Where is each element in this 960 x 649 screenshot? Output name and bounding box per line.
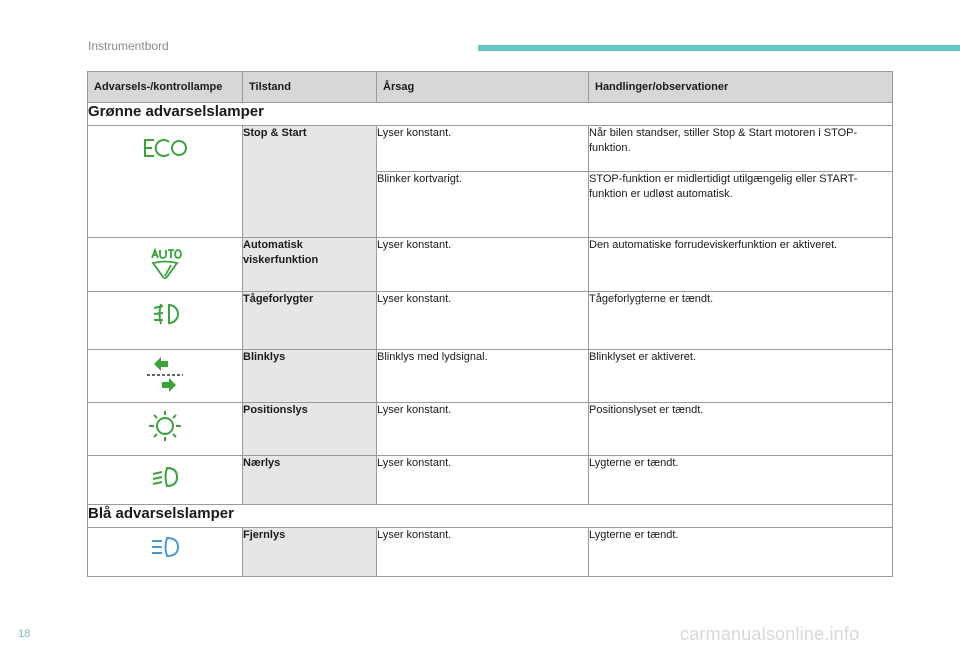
cause-text: Blinklyset er aktiveret. [589, 350, 893, 403]
group-row-blue [88, 505, 893, 528]
icon-cell [88, 292, 243, 350]
position-light-icon [145, 409, 185, 446]
state-text: Lyser konstant. [377, 126, 589, 172]
high-beam-icon [149, 536, 181, 561]
column-header-lamp: Advarsels-/kontrollampe [88, 72, 243, 103]
icon-cell [88, 350, 243, 403]
cause-text: Lygterne er tændt. [589, 528, 893, 577]
lamp-name: Stop & Start [243, 126, 377, 238]
icon-cell [88, 403, 243, 456]
lamp-name: Fjernlys [243, 528, 377, 577]
table-row [88, 350, 893, 403]
table-row [88, 403, 893, 456]
table-row [88, 238, 893, 292]
column-header-actions: Handlinger/observationer [589, 72, 893, 103]
cause-text: Den automatiske forrudeviskerfunktion er aktiveret. [589, 238, 893, 292]
group-title-green: Grønne advarselslamper [88, 103, 893, 126]
lamp-name: Positionslys [243, 403, 377, 456]
state-text: Lyser konstant. [377, 292, 589, 350]
watermark: carmanualsonline.info [680, 624, 860, 644]
column-header-cause: Årsag [377, 72, 589, 103]
header-accent-bar [478, 45, 960, 51]
group-title-blue: Blå advarselslamper [88, 505, 893, 528]
icon-cell [88, 528, 243, 577]
cause-text: Lygterne er tændt. [589, 456, 893, 505]
state-text: Lyser konstant. [377, 403, 589, 456]
column-header-state: Tilstand [243, 72, 377, 103]
state-text: Blinker kortvarigt. [377, 172, 589, 238]
eco-icon [142, 136, 188, 163]
cause-text: Positionslyset er tændt. [589, 403, 893, 456]
cause-text: STOP-funktion er midlertidigt utilgængelig eller START-funktion er udløst automatisk. [589, 172, 893, 238]
table-row [88, 292, 893, 350]
group-row-green [88, 103, 893, 126]
state-text: Blinklys med lydsignal. [377, 350, 589, 403]
warning-lamps-table [87, 71, 893, 577]
turn-signal-icon [146, 356, 184, 395]
state-text: Lyser konstant. [377, 528, 589, 577]
lamp-name: Blinklys [243, 350, 377, 403]
table-row [88, 456, 893, 505]
lamp-name: Tågeforlygter [243, 292, 377, 350]
icon-cell [88, 456, 243, 505]
state-text: Lyser konstant. [377, 238, 589, 292]
low-beam-icon [150, 466, 180, 491]
lamp-name: Nærlys [243, 456, 377, 505]
table-row [88, 528, 893, 577]
lamp-name: Automatisk viskerfunktion [243, 238, 377, 292]
auto-wiper-icon [148, 248, 182, 283]
table-header-row [88, 72, 893, 103]
icon-cell [88, 238, 243, 292]
cause-text: Når bilen standser, stiller Stop & Start motoren i STOP-funktion. [589, 126, 893, 172]
page-number: 18 [18, 628, 31, 640]
section-title: Instrumentbord [88, 39, 169, 53]
table-row [88, 126, 893, 172]
fog-light-icon [150, 302, 180, 329]
state-text: Lyser konstant. [377, 456, 589, 505]
cause-text: Tågeforlygterne er tændt. [589, 292, 893, 350]
icon-cell [88, 126, 243, 238]
